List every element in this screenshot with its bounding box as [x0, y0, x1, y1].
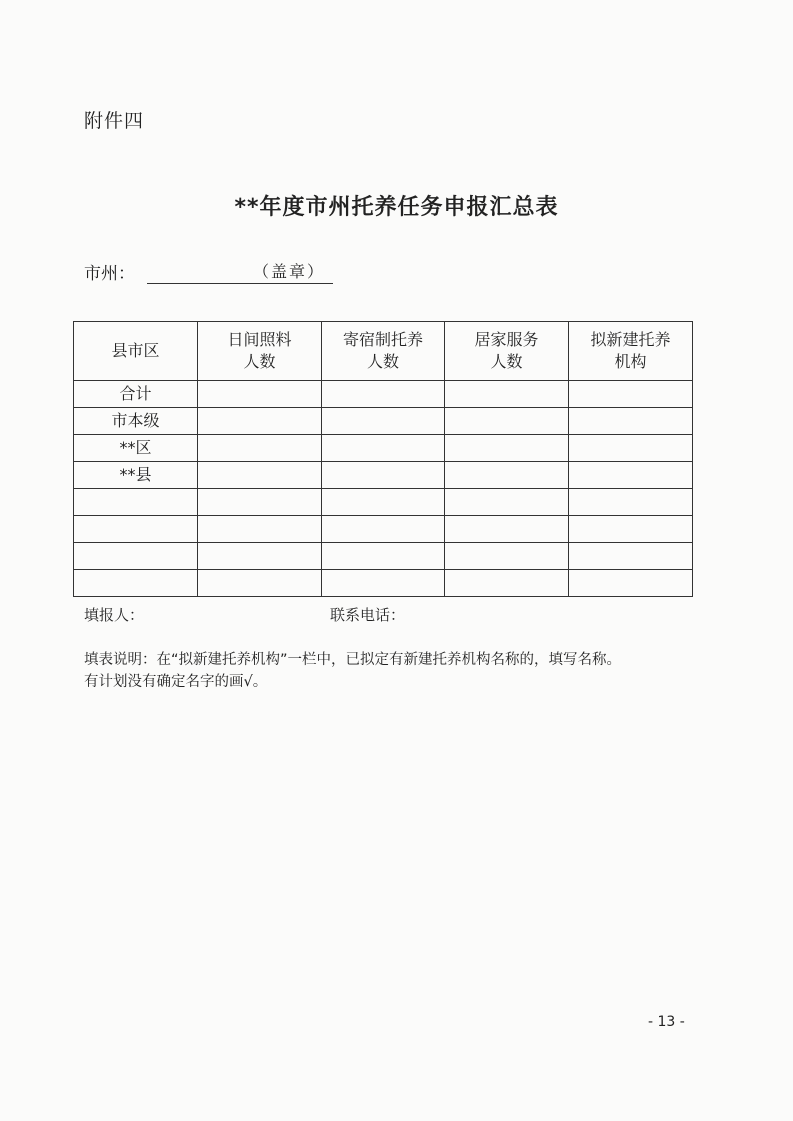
- table-row: [74, 435, 693, 462]
- filler-label: 填报人：: [84, 606, 145, 624]
- seal-label: （盖章）: [252, 262, 325, 281]
- cell-new-institution: [569, 381, 693, 408]
- cell-district: [74, 489, 198, 516]
- cell-day-care: [198, 435, 322, 462]
- table-header-row: [74, 322, 693, 381]
- cell-home-service: [445, 408, 569, 435]
- page-title: **年度市州托养任务申报汇总表: [234, 195, 559, 220]
- header-residential: 寄宿制托养 人数: [322, 322, 445, 381]
- header-district: 县市区: [74, 322, 198, 381]
- page-number: - 13 -: [648, 1014, 685, 1030]
- table-row: [74, 381, 693, 408]
- cell-home-service: [445, 381, 569, 408]
- cell-day-care: [198, 408, 322, 435]
- header-home-service: 居家服务 人数: [445, 322, 569, 381]
- table-row: [74, 462, 693, 489]
- cell-residential: [322, 516, 445, 543]
- cell-new-institution: [569, 489, 693, 516]
- header-new-institution: 拟新建托养 机构: [569, 322, 693, 381]
- cell-day-care: [198, 516, 322, 543]
- cell-home-service: [445, 516, 569, 543]
- cell-district: **区: [74, 435, 198, 462]
- city-line: [84, 259, 333, 284]
- cell-new-institution: [569, 435, 693, 462]
- table-row: [74, 570, 693, 597]
- cell-new-institution: [569, 516, 693, 543]
- cell-new-institution: [569, 570, 693, 597]
- cell-residential: [322, 381, 445, 408]
- cell-district: 市本级: [74, 408, 198, 435]
- city-label: 市州：: [84, 264, 135, 284]
- cell-home-service: [445, 462, 569, 489]
- cell-day-care: [198, 489, 322, 516]
- cell-new-institution: [569, 543, 693, 570]
- phone-label: 联系电话：: [330, 606, 406, 624]
- cell-home-service: [445, 435, 569, 462]
- cell-residential: [322, 408, 445, 435]
- cell-home-service: [445, 570, 569, 597]
- cell-district: 合计: [74, 381, 198, 408]
- header-day-care: 日间照料 人数: [198, 322, 322, 381]
- note-line-2: 有计划没有确定名字的画√。: [84, 674, 268, 690]
- table-row: [74, 408, 693, 435]
- note-line-1: 填表说明：在“拟新建托养机构”一栏中，已拟定有新建托养机构名称的，填写名称。: [84, 652, 622, 668]
- fill-instructions: [84, 649, 704, 693]
- cell-home-service: [445, 543, 569, 570]
- cell-new-institution: [569, 408, 693, 435]
- cell-district: [74, 543, 198, 570]
- cell-residential: [322, 543, 445, 570]
- summary-table: [73, 321, 693, 597]
- cell-day-care: [198, 462, 322, 489]
- attachment-label: 附件四: [84, 110, 145, 132]
- cell-home-service: [445, 489, 569, 516]
- cell-residential: [322, 570, 445, 597]
- cell-residential: [322, 435, 445, 462]
- city-blank-field: [147, 261, 333, 284]
- table-row: [74, 543, 693, 570]
- cell-day-care: [198, 381, 322, 408]
- table-row: [74, 489, 693, 516]
- cell-day-care: [198, 570, 322, 597]
- cell-residential: [322, 489, 445, 516]
- cell-district: [74, 570, 198, 597]
- table-row: [74, 516, 693, 543]
- cell-residential: [322, 462, 445, 489]
- cell-district: [74, 516, 198, 543]
- cell-day-care: [198, 543, 322, 570]
- cell-new-institution: [569, 462, 693, 489]
- cell-district: **县: [74, 462, 198, 489]
